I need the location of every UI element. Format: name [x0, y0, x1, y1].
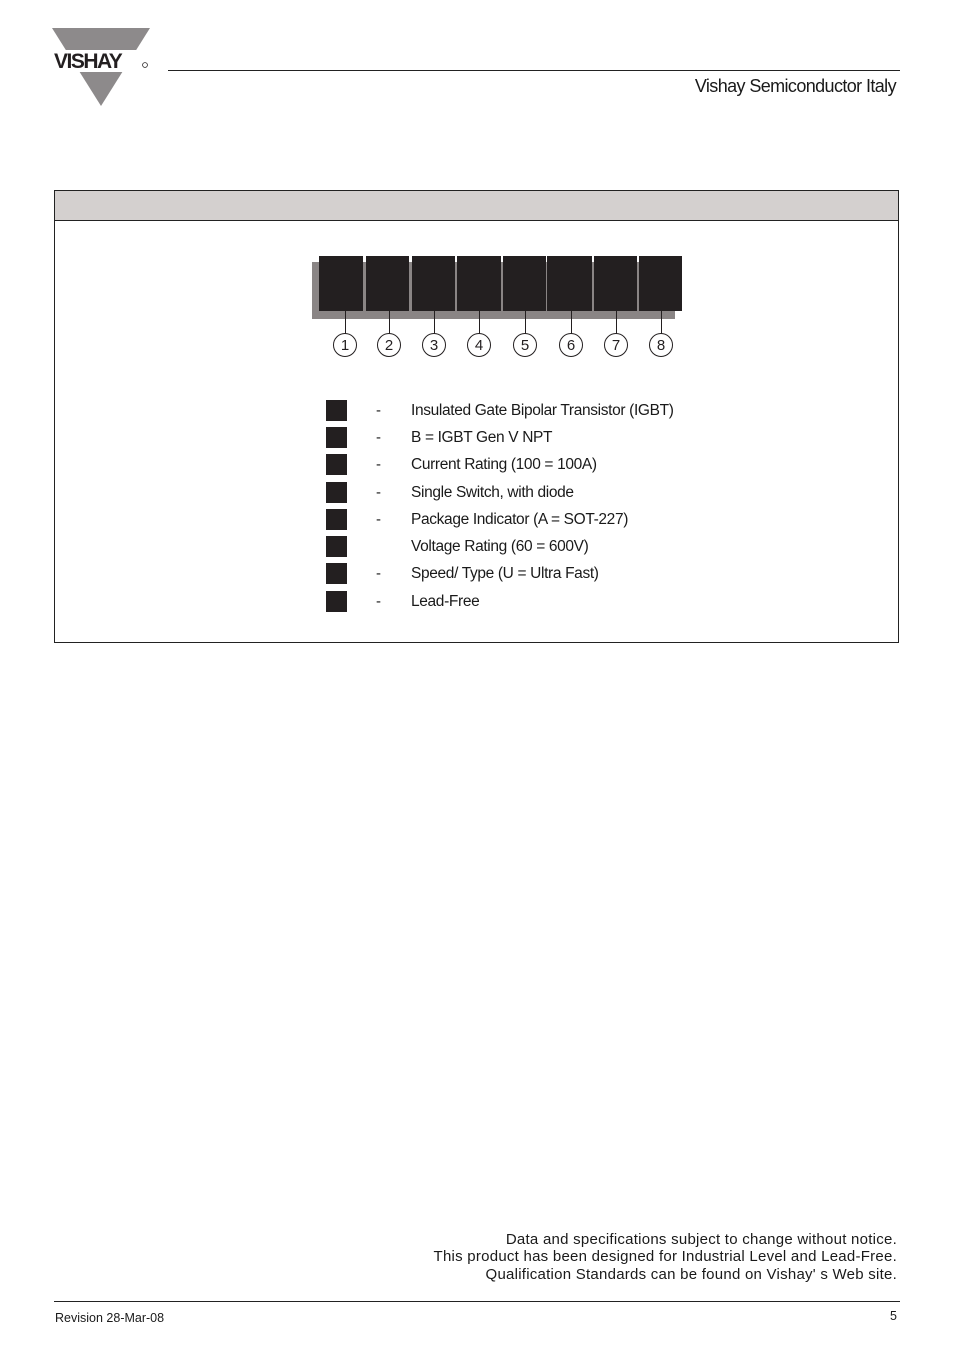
- legend-dash: -: [376, 429, 381, 446]
- code-leader-line: [616, 311, 617, 335]
- legend-text: Current Rating (100 = 100A): [411, 456, 597, 473]
- footer-note-3: Qualification Standards can be found on Vishay' s Web site.: [485, 1266, 897, 1283]
- code-leader-line: [525, 311, 526, 335]
- legend-dash: -: [376, 402, 381, 419]
- position-marker-1: 1: [333, 333, 357, 357]
- position-marker-3: 3: [422, 333, 446, 357]
- legend-text: Lead-Free: [411, 593, 480, 610]
- legend-square-icon: [326, 563, 347, 584]
- code-leader-line: [661, 311, 662, 335]
- legend-row: [326, 427, 886, 449]
- code-segment-7: [594, 256, 637, 311]
- legend-square-icon: [326, 427, 347, 448]
- code-segment-8: [639, 256, 682, 311]
- legend-dash: -: [376, 565, 381, 582]
- position-marker-8: 8: [649, 333, 673, 357]
- position-marker-4: 4: [467, 333, 491, 357]
- footer-rule: [54, 1301, 900, 1302]
- company-name: Vishay Semiconductor Italy: [694, 76, 896, 96]
- legend-square-icon: [326, 454, 347, 475]
- ordering-info-box: [54, 190, 899, 643]
- legend-text: Speed/ Type (U = Ultra Fast): [411, 565, 599, 582]
- legend-row: [326, 400, 886, 422]
- legend-row: [326, 482, 886, 504]
- code-segment-6: [547, 256, 592, 311]
- legend-square-icon: [326, 591, 347, 612]
- ordering-info-header: [55, 191, 898, 221]
- legend-square-icon: [326, 400, 347, 421]
- legend-row: [326, 454, 886, 476]
- vishay-logo-icon: [52, 26, 150, 108]
- position-marker-2: 2: [377, 333, 401, 357]
- legend-text: Voltage Rating (60 = 600V): [411, 538, 589, 555]
- header-rule: [168, 70, 900, 71]
- footer-note-1: Data and specifications subject to change without notice.: [505, 1231, 897, 1248]
- code-segment-3: [412, 256, 455, 311]
- legend-dash: -: [376, 511, 381, 528]
- vishay-logo: [52, 26, 150, 108]
- legend-row: [326, 536, 886, 558]
- position-marker-7: 7: [604, 333, 628, 357]
- legend-text: B = IGBT Gen V NPT: [411, 429, 553, 446]
- logo-wordmark: VISHAY: [54, 50, 122, 73]
- code-leader-line: [571, 311, 572, 335]
- legend-text: Insulated Gate Bipolar Transistor (IGBT): [411, 402, 674, 419]
- page-number: 5: [890, 1309, 897, 1323]
- code-segment-5: [503, 256, 546, 311]
- position-marker-6: 6: [559, 333, 583, 357]
- footer-note-2: This product has been designed for Industrial Level and Lead-Free.: [433, 1248, 897, 1265]
- code-leader-line: [389, 311, 390, 335]
- legend-square-icon: [326, 536, 347, 557]
- legend-dash: -: [376, 484, 381, 501]
- position-marker-5: 5: [513, 333, 537, 357]
- code-segment-4: [457, 256, 501, 311]
- legend-dash: -: [376, 456, 381, 473]
- code-segment-2: [366, 256, 409, 311]
- legend-row: [326, 509, 886, 531]
- revision-date: Revision 28-Mar-08: [55, 1311, 165, 1325]
- code-segment-1: [319, 256, 363, 311]
- legend-text: Single Switch, with diode: [411, 484, 574, 501]
- legend-square-icon: [326, 509, 347, 530]
- code-leader-line: [345, 311, 346, 335]
- legend-row: [326, 563, 886, 585]
- legend-text: Package Indicator (A = SOT-227): [411, 511, 629, 528]
- code-leader-line: [479, 311, 480, 335]
- legend-row: [326, 591, 886, 613]
- code-leader-line: [434, 311, 435, 335]
- legend-square-icon: [326, 482, 347, 503]
- legend-dash: -: [376, 593, 381, 610]
